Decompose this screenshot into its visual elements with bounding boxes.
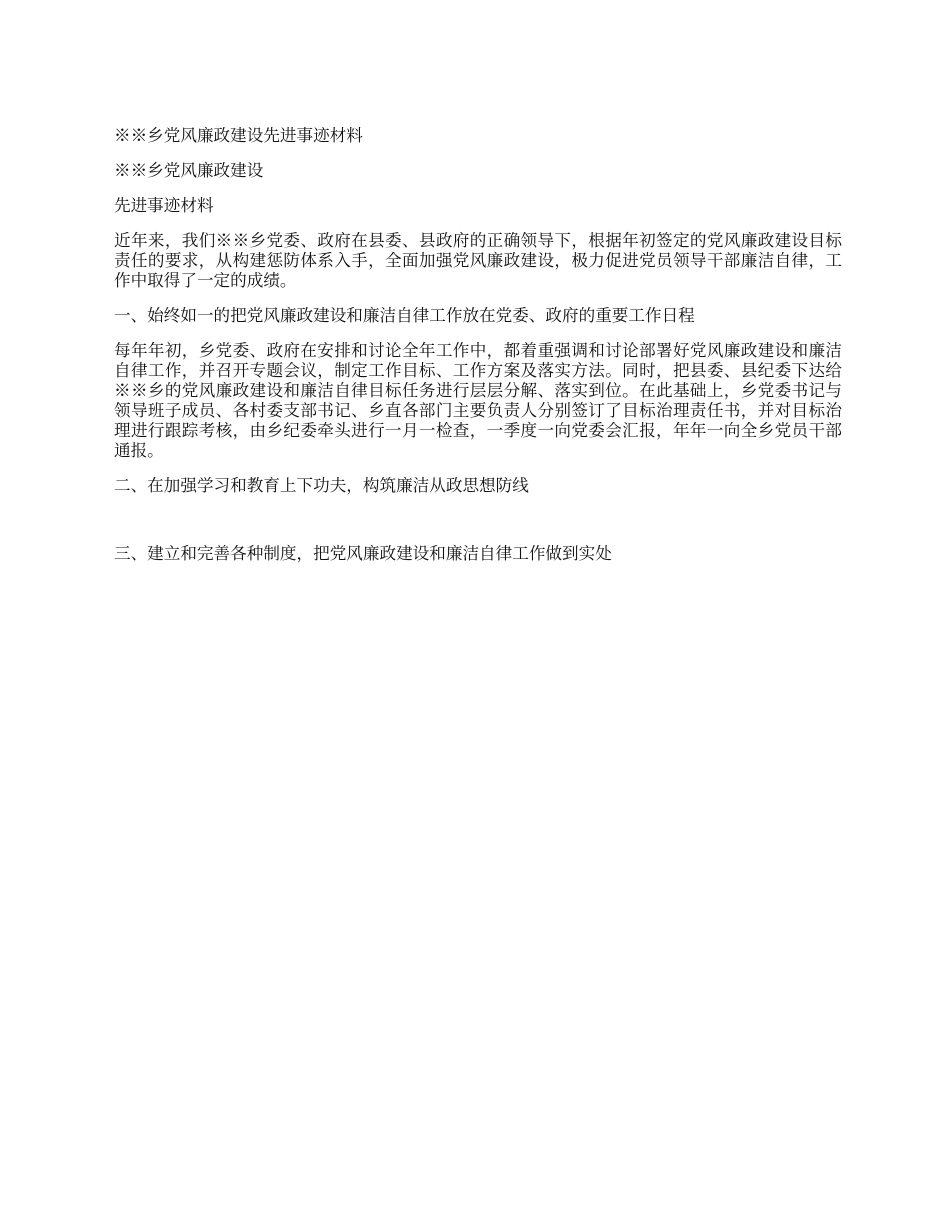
intro-paragraph: 近年来，我们※※乡党委、政府在县委、县政府的正确领导下，根据年初签定的党风廉政建设目标责任的要求，从构建惩防体系入手，全面加强党风廉政建设，极力促进党员领导干部廉洁自律，工作中取得了一定的成绩。 — [114, 231, 842, 290]
document-body — [114, 126, 842, 579]
blank-spacer — [114, 511, 842, 544]
document-subtitle-line-2: 先进事迹材料 — [114, 196, 214, 215]
section-1-heading: 一、始终如一的把党风廉政建设和廉洁自律工作放在党委、政府的重要工作日程 — [114, 306, 695, 325]
section-3-heading: 三、建立和完善各种制度，把党风廉政建设和廉洁自律工作做到实处 — [114, 544, 612, 563]
document-subtitle-line-1: ※※乡党风廉政建设 — [114, 161, 264, 180]
document-title: ※※乡党风廉政建设先进事迹材料 — [114, 126, 363, 145]
section-1-paragraph: 每年年初，乡党委、政府在安排和讨论全年工作中，都着重强调和讨论部署好党风廉政建设和廉洁自律工作，并召开专题会议，制定工作目标、工作方案及落实方法。同时，把县委、县纪委下达给※※乡的党风廉政建设和廉洁自律目标任务进行层层分解、落实到位。在此基础上，乡党委书记与领导班子成员、各村委支部书记、乡直各部门主要负责人分别签订了目标治理责任书，并对目标治理进行跟踪考核，由乡纪委牵头进行一月一检查，一季度一向党委会汇报，年年一向全乡党员干部通报。 — [114, 341, 842, 460]
section-2-heading: 二、在加强学习和教育上下功夫，构筑廉洁从政思想防线 — [114, 476, 529, 495]
